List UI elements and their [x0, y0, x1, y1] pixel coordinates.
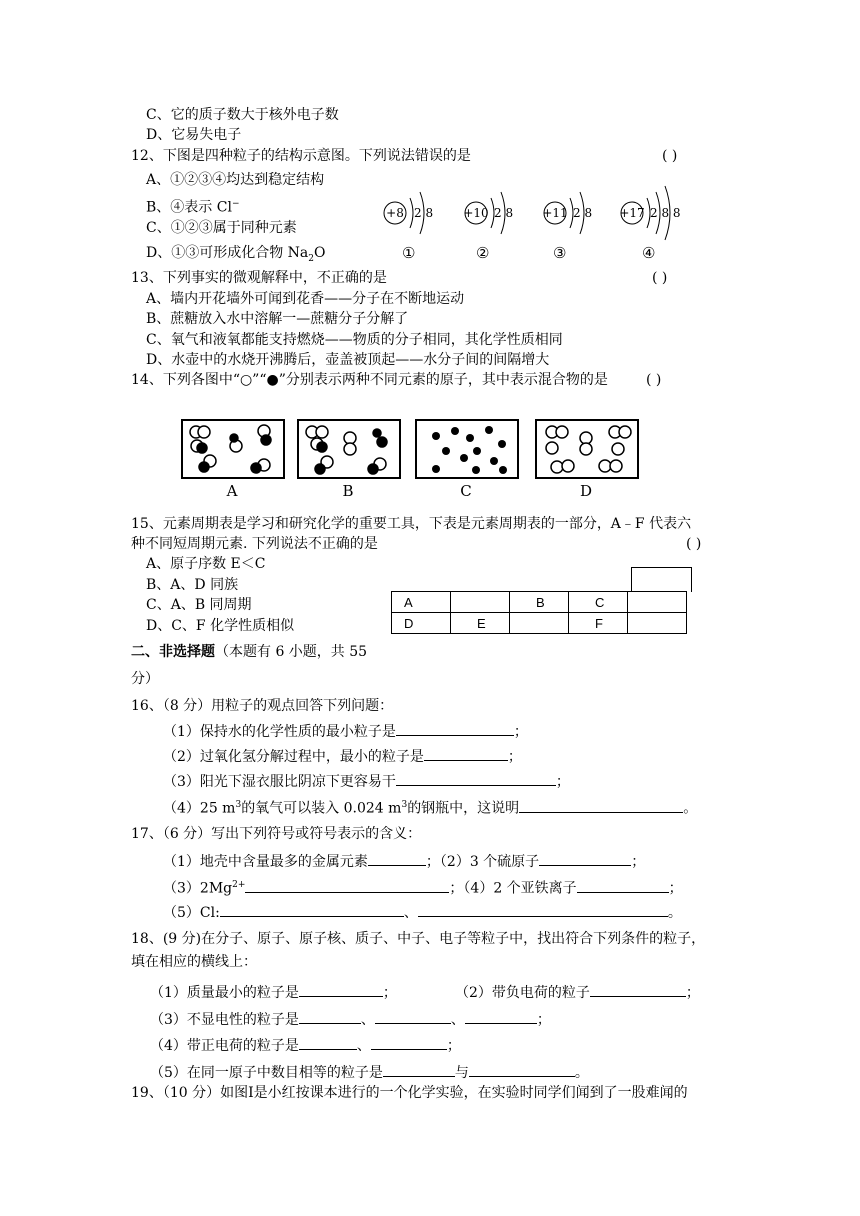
svg-text:+17: +17	[619, 206, 645, 220]
svg-text:2 8: 2 8	[414, 206, 434, 220]
q14-answer-paren: ( )	[646, 372, 662, 388]
table-cell: F	[569, 613, 628, 634]
q15-option-c: C、A、B 同周期	[146, 597, 252, 613]
svg-text:+11: +11	[542, 206, 568, 220]
q17-stem: 17、（6 分）写出下列符号或符号表示的含义：	[131, 826, 422, 842]
q18-item-4: （4）带正电荷的粒子是 、 ；	[150, 1035, 461, 1055]
answer-blank[interactable]	[383, 1062, 455, 1077]
q17-item-3-4: $(3)2Mg^{2+}$ ；（4）2 个亚铁离子 ；	[163, 876, 683, 898]
q14-label-a: A	[226, 482, 238, 500]
table-cell: D	[392, 613, 451, 634]
q12-stem: 12、下图是四种粒子的结构示意图。下列说法错误的是	[131, 148, 471, 164]
svg-text:2 8: 2 8	[573, 206, 593, 220]
q16-item-1: （1）保持水的化学性质的最小粒子是 ；	[163, 721, 528, 741]
table-cell	[510, 613, 569, 634]
q15-periodic-table	[391, 591, 687, 634]
q12-option-b: B、④表示 Cl−	[146, 199, 240, 216]
q15-stem-line1: 15、元素周期表是学习和研究化学的重要工具，下表是元素周期表的一部分，A﹣F 代表六	[131, 516, 692, 532]
q11-option-c: C、它的质子数大于核外电子数	[146, 107, 339, 123]
q13-option-b: B、蔗糖放入水中溶解一—蔗糖分子分解了	[146, 311, 409, 327]
table-cell: A	[392, 592, 451, 613]
section-2-heading: 二、非选择题（本题有 6 小题，共 55	[131, 644, 368, 660]
answer-blank[interactable]	[299, 1035, 357, 1050]
q13-option-d: D、水壶中的水烧开沸腾后，壶盖被顶起——水分子间的间隔增大	[146, 352, 550, 368]
answer-blank[interactable]	[469, 1062, 575, 1077]
q18-item-1: （1）质量最小的粒子是 ；	[150, 982, 397, 1002]
q18-stem-cont: 填在相应的横线上：	[131, 954, 257, 970]
svg-text:+10: +10	[463, 206, 489, 220]
answer-blank[interactable]	[299, 982, 383, 997]
section-2-heading-cont: 分）	[131, 671, 159, 687]
atom-1-diagram	[384, 192, 433, 234]
atom-3-diagram	[542, 192, 592, 234]
q18-stem: 18、(9 分)在分子、原子、原子核、质子、中子、电子等粒子中，找出符合下列条件的粒子，	[131, 931, 706, 947]
q13-answer-paren: ( )	[652, 270, 668, 286]
answer-blank[interactable]	[371, 1035, 447, 1050]
q12-option-d: D、①③可形成化合物 $Na_2O$	[146, 245, 326, 264]
q18-item-2: （2）带负电荷的粒子 ；	[455, 982, 700, 1002]
table-row	[392, 592, 687, 613]
answer-blank[interactable]	[299, 1009, 361, 1024]
q12-option-a: A、①②③④均达到稳定结构	[146, 172, 325, 188]
q15-stem-line2: 种不同短周期元素. 下列说法不正确的是	[131, 536, 378, 552]
answer-blank[interactable]	[519, 798, 683, 813]
atom-1-label: ①	[402, 244, 416, 262]
svg-text:2 8: 2 8	[494, 206, 514, 220]
table-row	[392, 613, 687, 634]
q18-item-5: （5）在同一原子中数目相等的粒子是 与 。	[150, 1062, 589, 1082]
q14-label-b: B	[342, 482, 354, 500]
answer-blank[interactable]	[368, 851, 426, 866]
q12-atom-diagrams	[380, 180, 720, 265]
atom-2-label: ②	[476, 244, 490, 262]
table-cell	[628, 613, 687, 634]
answer-blank[interactable]	[220, 902, 404, 917]
q16-stem: 16、（8 分）用粒子的观点回答下列问题：	[131, 698, 394, 714]
q12-answer-paren: ( )	[662, 148, 678, 164]
table-cell: B	[510, 592, 569, 613]
answer-blank[interactable]	[375, 1009, 451, 1024]
q18-item-3: （3）不显电性的粒子是 、 、 ；	[150, 1009, 551, 1029]
q15-option-b: B、A、D 同族	[146, 577, 239, 593]
table-cell	[451, 592, 510, 613]
atom-4-label: ④	[642, 244, 656, 262]
q13-option-a: A、墙内开花墙外可闻到花香——分子在不断地运动	[146, 291, 465, 307]
table-cell: E	[451, 613, 510, 634]
table-cell	[628, 592, 687, 613]
q15-answer-paren: ( )	[686, 536, 702, 552]
answer-blank[interactable]	[245, 878, 449, 893]
atom-2-diagram	[463, 192, 513, 234]
q16-item-2: （2）过氧化氢分解过程中，最小的粒子是 ；	[163, 746, 522, 766]
answer-blank[interactable]	[539, 851, 631, 866]
q14-label-c: C	[460, 482, 472, 500]
q14-particle-boxes	[180, 418, 640, 482]
q15-option-d: D、C、F 化学性质相似	[146, 618, 295, 634]
q14-stem: 14、下列各图中“○”“●”分别表示两种不同元素的原子，其中表示混合物的是	[131, 372, 608, 388]
atom-3-label: ③	[553, 244, 567, 262]
answer-blank[interactable]	[396, 771, 556, 786]
svg-text:2 8 8: 2 8 8	[650, 206, 681, 220]
atom-4-diagram	[619, 186, 680, 240]
q11-option-d: D、它易失电子	[146, 127, 242, 143]
answer-blank[interactable]	[424, 746, 508, 761]
q16-item-3: （3）阳光下湿衣服比阴凉下更容易干 ；	[163, 771, 570, 791]
q14-label-d: D	[579, 482, 593, 500]
q17-item-5: （5）Cl: 、 。	[163, 902, 682, 922]
answer-blank[interactable]	[590, 982, 686, 997]
q15-option-a: A、原子序数 E＜C	[146, 556, 266, 572]
q17-item-1-2: （1）地壳中含量最多的金属元素 ；（2）3 个硫原子 ；	[163, 851, 645, 871]
answer-blank[interactable]	[418, 902, 668, 917]
answer-blank[interactable]	[577, 878, 669, 893]
q13-option-c: C、氧气和液氧都能支持燃烧——物质的分子相同，其化学性质相同	[146, 332, 563, 348]
q13-stem: 13、下列事实的微观解释中，不正确的是	[131, 270, 387, 286]
q12-option-c: C、①②③属于同种元素	[146, 220, 297, 236]
table-cell: C	[569, 592, 628, 613]
svg-text:+8: +8	[386, 206, 404, 220]
q16-item-4: （4）25 $m^3$的氧气可以装入 0.024 $m^3$的钢瓶中，这说明 。	[163, 796, 697, 818]
answer-blank[interactable]	[396, 721, 514, 736]
q15-table-top-cell	[631, 567, 692, 592]
answer-blank[interactable]	[465, 1009, 537, 1024]
q19-stem: 19、（10 分）如图Ⅰ是小红按课本进行的一个化学实验，在实验时同学们闻到了一股难闻的	[131, 1085, 688, 1101]
